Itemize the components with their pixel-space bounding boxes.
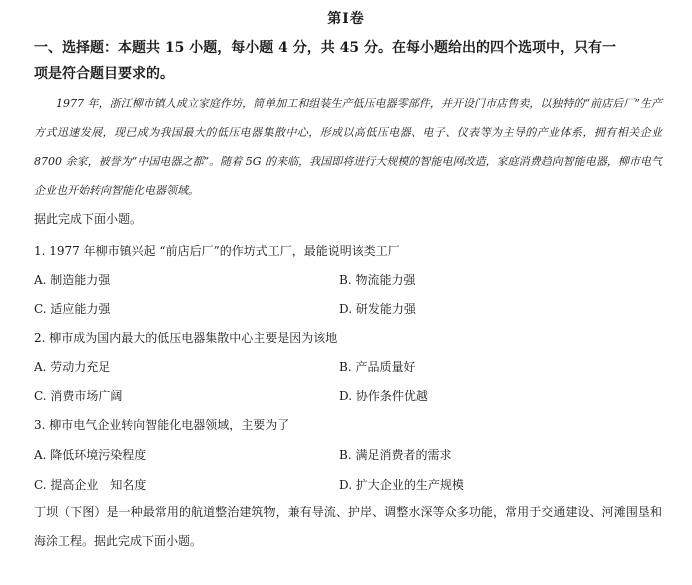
question-2-option-a[interactable]: A. 劳动力充足 xyxy=(34,360,111,374)
passage-1-instruction: 据此完成下面小题。 xyxy=(34,212,143,226)
question-3-option-c[interactable]: C. 提高企业 知名度 xyxy=(34,478,147,492)
question-1-option-c[interactable]: C. 适应能力强 xyxy=(34,302,111,316)
section-heading-line1: 一、选择题：本题共 15 小题，每小题 4 分，共 45 分。在每小题给出的四个选项中，只有一 xyxy=(34,40,616,56)
question-2-option-b[interactable]: B. 产品质量好 xyxy=(339,360,416,374)
passage-1-text: 1977 年，浙江柳市镇人成立家庭作坊，简单加工和组装生产低压电器零部件，并开设门市店售卖，以独特的“前店后厂”生产方式迅速发展，现已成为我国最大的低压电器集散中心，形成以高低压电器、电子、仪表等为主导的产业体系，拥有相关企业 8700 余家，被誉为“中国电器之都”。随着 5G 的来临，我国即将进行大规模的智能电网改造，家庭消费趋向智能电器，柳市电气企业也开始转向智能化电器领域。 xyxy=(34,97,662,197)
question-2-option-d[interactable]: D. 协作条件优越 xyxy=(339,389,428,403)
question-3-option-a[interactable]: A. 降低环境污染程度 xyxy=(34,448,147,462)
passage-2: 丁坝（下图）是一种最常用的航道整治建筑物，兼有导流、护岸、调整水深等众多功能，常用于交通建设、河滩围垦和海涂工程。据此完成下面小题。 xyxy=(34,505,662,548)
question-3-option-d[interactable]: D. 扩大企业的生产规模 xyxy=(339,478,464,492)
question-1-option-d[interactable]: D. 研发能力强 xyxy=(339,302,416,316)
page-title: 第Ⅰ卷 xyxy=(327,11,365,27)
question-3-option-b[interactable]: B. 满足消费者的需求 xyxy=(339,448,452,462)
question-1-option-a[interactable]: A. 制造能力强 xyxy=(34,273,111,287)
question-2-stem: 2. 柳市成为国内最大的低压电器集散中心主要是因为该地 xyxy=(34,331,338,345)
section-heading-line2: 项是符合题目要求的。 xyxy=(34,66,174,82)
passage-1 xyxy=(34,89,662,234)
question-1-stem: 1. 1977 年柳市镇兴起 “前店后厂”的作坊式工厂，最能说明该类工厂 xyxy=(34,244,400,258)
question-3-stem: 3. 柳市电气企业转向智能化电器领域，主要为了 xyxy=(34,418,290,432)
section-heading xyxy=(34,35,664,87)
question-2-option-c[interactable]: C. 消费市场广阔 xyxy=(34,389,123,403)
question-1-option-b[interactable]: B. 物流能力强 xyxy=(339,273,416,287)
